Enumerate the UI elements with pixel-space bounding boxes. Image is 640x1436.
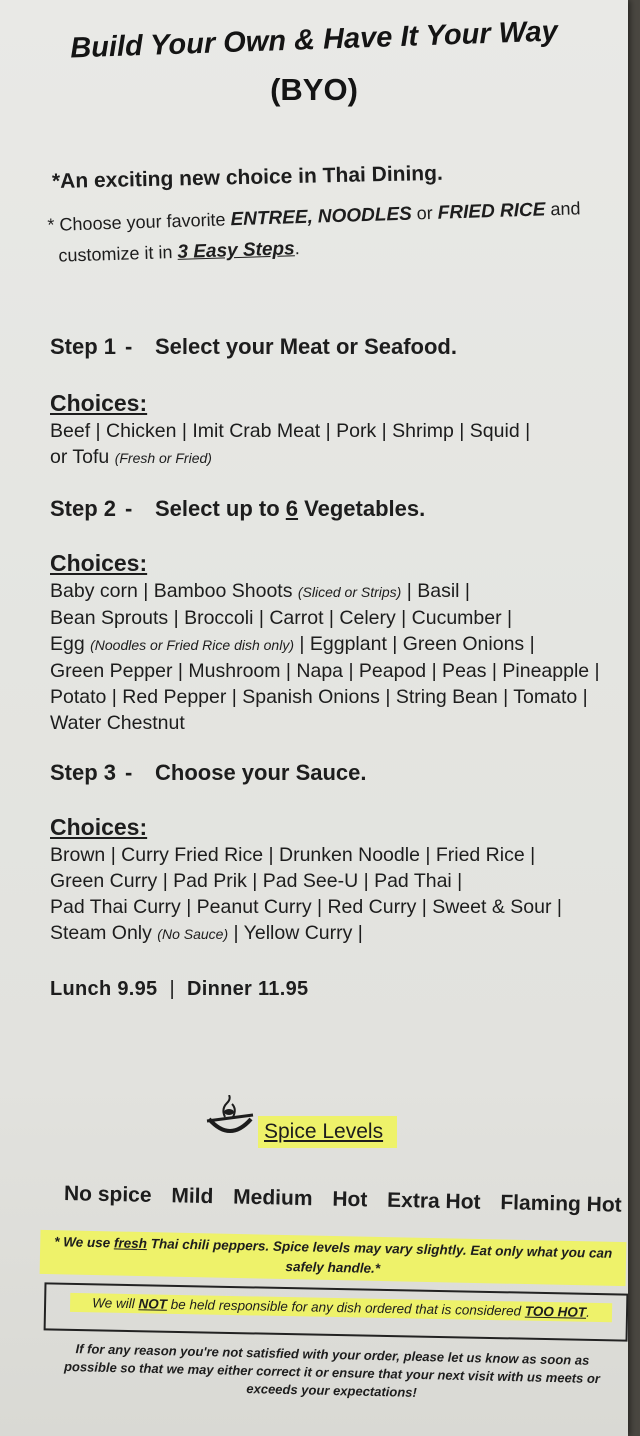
liability-box	[44, 1282, 628, 1341]
intro-line-1: *An exciting new choice in Thai Dining.	[51, 161, 444, 193]
step-1-choices-list: Beef | Chicken | Imit Crab Meat | Pork | Shrimp | Squid | or Tofu (Fresh or Fried)	[50, 420, 531, 468]
spice-level-mild: Mild	[171, 1184, 214, 1209]
step-2-choices-label: Choices:	[50, 550, 148, 576]
chili-warning-note: * We use fresh Thai chili peppers. Spice levels may vary slightly. Eat only what you can safely handle.*	[40, 1230, 627, 1286]
price-line: Lunch 9.95 | Dinner 11.95	[50, 978, 309, 1000]
step-2-heading: Step 2 - Select up to 6 Vegetables.	[50, 496, 426, 521]
intro-line-2: * Choose your favorite ENTREE, NOODLES or FRIED RICE and customize it in 3 Easy Steps.	[47, 198, 581, 266]
satisfaction-note: If for any reason you're not satisfied with your order, please let us know as soon as possible so that we may either correct it or ensure that your next visit with us meets or exceeds your expectations!	[63, 1341, 601, 1400]
spice-level-hot: Hot	[332, 1187, 368, 1212]
step-2-choices-list: Baby corn | Bamboo Shoots (Sliced or Strips) | Basil | Bean Sprouts | Broccoli | Carrot | Celery | Cucumber | Egg (Noodles or Fried Rice dish only) | Eggplant | Green Onions | Green Pepper | Mushroom | Napa | Peapod | Peas | Pineapple | Potato | Red Pepper | Spanish Onions | String Bean | Tomato | Water Chestnut	[50, 580, 600, 734]
spice-levels-title: Spice Levels	[258, 1116, 397, 1148]
spice-level-no-spice: No spice	[63, 1182, 152, 1207]
noodles-label: NOODLES	[317, 203, 413, 228]
menu-subtitle: (BYO)	[270, 72, 358, 107]
step-3-choices-label: Choices:	[50, 814, 148, 840]
spice-level-flaming-hot: Flaming Hot	[500, 1191, 622, 1217]
lunch-price: Lunch 9.95	[50, 978, 158, 1000]
spice-level-medium: Medium	[232, 1185, 313, 1211]
fried-rice-label: FRIED RICE	[437, 199, 546, 224]
spice-levels-list	[64, 1182, 628, 1218]
chili-bowl-icon	[205, 1095, 255, 1141]
step-3-heading: Step 3 - Choose your Sauce.	[50, 760, 367, 785]
liability-note: We will NOT be held responsible for any dish ordered that is considered TOO HOT.	[70, 1293, 612, 1322]
entree-label: ENTREE,	[230, 206, 314, 231]
spice-level-extra-hot: Extra Hot	[386, 1188, 481, 1214]
step-1-choices-label: Choices:	[50, 390, 148, 416]
menu-title: Build Your Own & Have It Your Way	[69, 15, 559, 65]
step-3-choices-list: Brown | Curry Fried Rice | Drunken Noodle | Fried Rice | Green Curry | Pad Prik | Pad See-U | Pad Thai | Pad Thai Curry | Peanut Curry | Red Curry | Sweet & Sour | Steam Only (No Sauce) | Yellow Curry |	[50, 844, 562, 944]
easy-steps-label: 3 Easy Steps	[177, 238, 296, 263]
dinner-price: Dinner 11.95	[186, 978, 309, 1000]
step-1-heading: Step 1 - Select your Meat or Seafood.	[50, 334, 457, 359]
